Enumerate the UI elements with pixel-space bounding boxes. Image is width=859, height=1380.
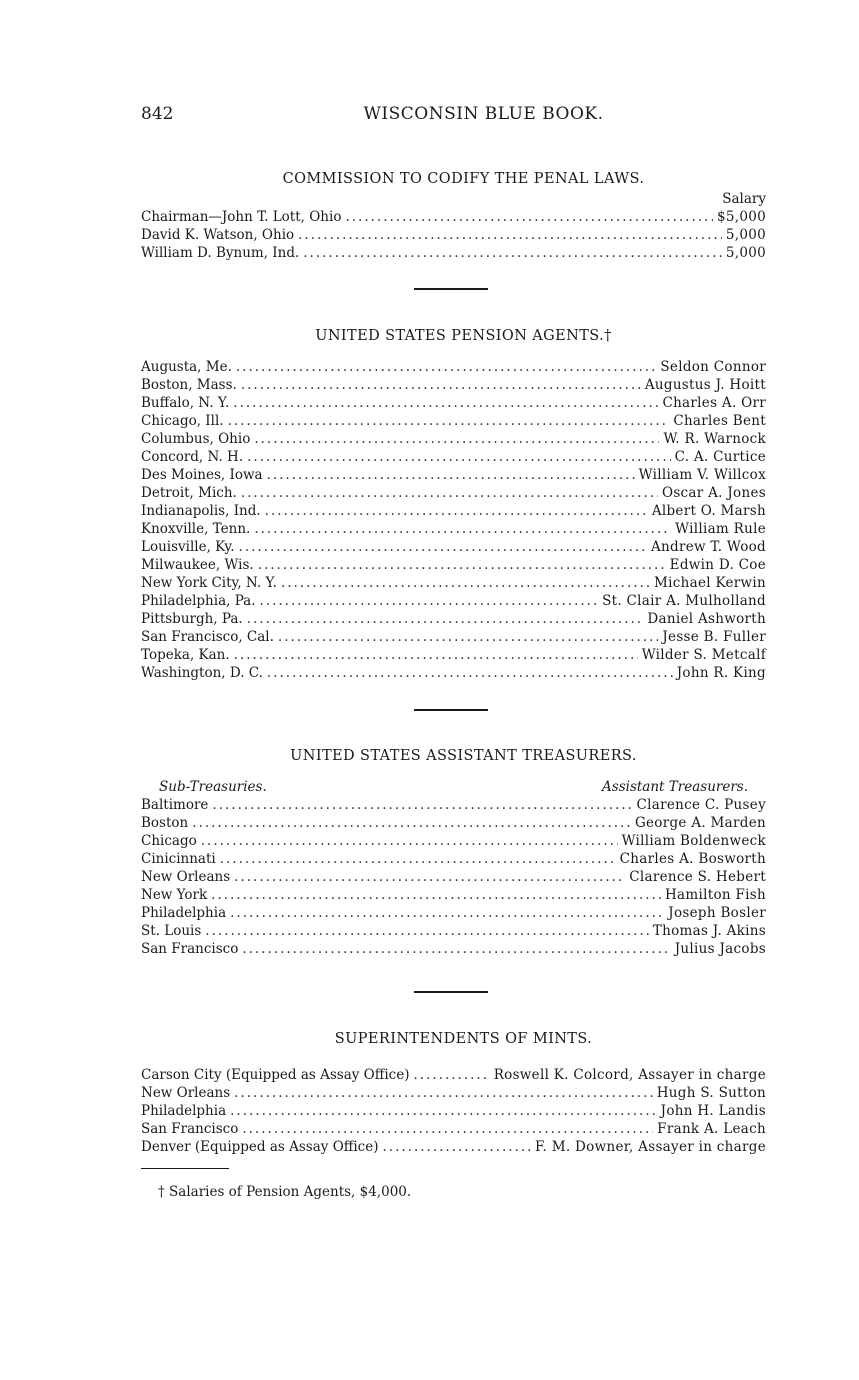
section-title: SUPERINTENDENTS OF MINTS.: [334, 1031, 593, 1047]
entry-label: Chicago: [141, 833, 197, 849]
list-item: [141, 1120, 766, 1138]
salary-column-heading: Salary: [722, 191, 766, 207]
section-divider: [414, 991, 488, 993]
entry-value: Edwin D. Coe: [669, 557, 766, 573]
list-item: [141, 610, 766, 628]
treasurers-list: [141, 796, 766, 958]
entry-value: Jesse B. Fuller: [662, 629, 766, 645]
entry-value: C. A. Curtice: [674, 449, 766, 465]
list-item: [141, 868, 766, 886]
entry-value: Thomas J. Akins: [652, 923, 766, 939]
list-item: [141, 358, 766, 376]
list-item: [141, 832, 766, 850]
leader-dots: [228, 412, 670, 430]
entry-value: John H. Landis: [660, 1103, 766, 1119]
entry-value: Charles Bent: [673, 413, 766, 429]
entry-label: Indianapolis, Ind.: [141, 503, 261, 519]
page-header: [141, 104, 766, 130]
leader-dots: [278, 628, 658, 646]
list-item: [141, 376, 766, 394]
section-title: UNITED STATES PENSION AGENTS.†: [315, 328, 612, 344]
leader-dots: [234, 646, 638, 664]
entry-value: Daniel Ashworth: [647, 611, 766, 627]
list-item: [141, 1066, 766, 1084]
list-item: [141, 208, 766, 226]
list-item: [141, 448, 766, 466]
commission-section: [141, 168, 766, 262]
entry-value: Clarence C. Pusey: [636, 797, 766, 813]
list-item: [141, 244, 766, 262]
entry-label: Boston, Mass.: [141, 377, 237, 393]
leader-dots: [230, 904, 664, 922]
entry-value: Hugh S. Sutton: [656, 1085, 766, 1101]
list-item: [141, 646, 766, 664]
entry-label: Louisville, Ky.: [141, 539, 235, 555]
leader-dots: [267, 466, 635, 484]
list-item: [141, 502, 766, 520]
sub-treasuries-heading: Sub-Treasuries.: [159, 779, 267, 795]
list-item: [141, 940, 766, 958]
mints-section: [141, 1028, 766, 1156]
entry-value: Charles A. Bosworth: [619, 851, 766, 867]
entry-label: Baltimore: [141, 797, 209, 813]
entry-label: San Francisco: [141, 941, 239, 957]
entry-label: Augusta, Me.: [141, 359, 232, 375]
entry-value: William Rule: [675, 521, 766, 537]
leader-dots: [234, 868, 625, 886]
section-divider: [414, 709, 488, 711]
list-item: [141, 850, 766, 868]
entry-value: Seldon Connor: [660, 359, 766, 375]
list-item: [141, 412, 766, 430]
list-item: [141, 814, 766, 832]
entry-label: Concord, N. H.: [141, 449, 244, 465]
list-item: [141, 664, 766, 682]
list-item: [141, 574, 766, 592]
leader-dots: [236, 358, 656, 376]
list-item: [141, 1084, 766, 1102]
entry-value: Oscar A. Jones: [661, 485, 766, 501]
entry-value: William V. Willcox: [638, 467, 766, 483]
entry-value: F. M. Downer, Assayer in charge: [534, 1139, 766, 1155]
treasurers-section: [141, 745, 766, 958]
entry-value: Andrew T. Wood: [650, 539, 766, 555]
entry-label: Philadelphia, Pa.: [141, 593, 256, 609]
entry-label: Knoxville, Tenn.: [141, 521, 251, 537]
entry-label: Chicago, Ill.: [141, 413, 224, 429]
leader-dots: [242, 1120, 653, 1138]
entry-label: Milwaukee, Wis.: [141, 557, 254, 573]
entry-value: $5,000: [716, 209, 766, 225]
commission-list: [141, 208, 766, 262]
entry-label: Topeka, Kan.: [141, 647, 230, 663]
list-item: [141, 904, 766, 922]
pension-agents-list: [141, 358, 766, 682]
entry-value: St. Clair A. Mulholland: [602, 593, 766, 609]
leader-dots: [201, 832, 618, 850]
entry-value: Frank A. Leach: [657, 1121, 766, 1137]
list-item: [141, 226, 766, 244]
list-item: [141, 886, 766, 904]
entry-label: William D. Bynum, Ind.: [141, 245, 300, 261]
entry-value: Augustus J. Hoitt: [644, 377, 766, 393]
section-divider: [414, 288, 488, 290]
leader-dots: [220, 850, 616, 868]
column-headings: [141, 778, 766, 796]
entry-value: Roswell K. Colcord, Assayer in charge: [493, 1067, 766, 1083]
pension-agents-section: [141, 325, 766, 682]
entry-value: Clarence S. Hebert: [629, 869, 766, 885]
entry-label: David K. Watson, Ohio: [141, 227, 295, 243]
leader-dots: [303, 244, 722, 262]
entry-label: New Orleans: [141, 869, 231, 885]
entry-label: Des Moines, Iowa: [141, 467, 263, 483]
entry-label: Cinicinnati: [141, 851, 216, 867]
entry-value: Michael Kerwin: [654, 575, 766, 591]
leader-dots: [281, 574, 650, 592]
leader-dots: [212, 796, 632, 814]
entry-value: Hamilton Fish: [664, 887, 766, 903]
leader-dots: [254, 520, 671, 538]
list-item: [141, 628, 766, 646]
leader-dots: [267, 664, 673, 682]
entry-label: Detroit, Mich.: [141, 485, 237, 501]
list-item: [141, 466, 766, 484]
leader-dots: [205, 922, 648, 940]
section-title: UNITED STATES ASSISTANT TREASURERS.: [290, 748, 637, 764]
entry-label: Buffalo, N. Y.: [141, 395, 230, 411]
leader-dots: [265, 502, 648, 520]
leader-dots: [234, 1084, 653, 1102]
running-title: WISCONSIN BLUE BOOK.: [363, 104, 604, 124]
list-item: [141, 394, 766, 412]
leader-dots: [247, 610, 644, 628]
entry-value: John R. King: [676, 665, 766, 681]
list-item: [141, 922, 766, 940]
entry-label: Denver (Equipped as Assay Office): [141, 1139, 379, 1155]
leader-dots: [241, 484, 658, 502]
leader-dots: [211, 886, 661, 904]
entry-label: Washington, D. C.: [141, 665, 263, 681]
entry-value: Albert O. Marsh: [651, 503, 766, 519]
list-item: [141, 430, 766, 448]
entry-value: Charles A. Orr: [662, 395, 766, 411]
entry-label: New York City, N. Y.: [141, 575, 277, 591]
leader-dots: [254, 430, 659, 448]
entry-label: Chairman—John T. Lott, Ohio: [141, 209, 342, 225]
entry-value: George A. Marden: [634, 815, 766, 831]
list-item: [141, 592, 766, 610]
leader-dots: [192, 814, 631, 832]
entry-label: Philadelphia: [141, 1103, 227, 1119]
entry-label: Pittsburgh, Pa.: [141, 611, 243, 627]
entry-value: Julius Jacobs: [674, 941, 766, 957]
list-item: [141, 520, 766, 538]
leader-dots: [382, 1138, 531, 1156]
list-item: [141, 796, 766, 814]
leader-dots: [241, 376, 641, 394]
list-item: [141, 1138, 766, 1156]
entry-value: Wilder S. Metcalf: [641, 647, 766, 663]
entry-label: Columbus, Ohio: [141, 431, 251, 447]
section-title: COMMISSION TO CODIFY THE PENAL LAWS.: [282, 171, 645, 187]
entry-label: San Francisco: [141, 1121, 239, 1137]
entry-value: 5,000: [725, 245, 766, 261]
entry-label: Carson City (Equipped as Assay Office): [141, 1067, 410, 1083]
leader-dots: [242, 940, 670, 958]
list-item: [141, 556, 766, 574]
leader-dots: [230, 1102, 657, 1120]
list-item: [141, 538, 766, 556]
leader-dots: [233, 394, 658, 412]
page-number: 842: [141, 104, 174, 124]
assistant-treasurers-heading: Assistant Treasurers.: [602, 779, 748, 795]
entry-label: San Francisco, Cal.: [141, 629, 274, 645]
mints-list: [141, 1066, 766, 1156]
leader-dots: [345, 208, 713, 226]
entry-label: Boston: [141, 815, 189, 831]
leader-dots: [413, 1066, 489, 1084]
list-item: [141, 484, 766, 502]
entry-value: W. R. Warnock: [663, 431, 766, 447]
entry-label: St. Louis: [141, 923, 202, 939]
entry-label: Philadelphia: [141, 905, 227, 921]
leader-dots: [258, 556, 666, 574]
footnote-rule: [141, 1168, 229, 1169]
entry-value: William Boldenweck: [621, 833, 766, 849]
footnote: † Salaries of Pension Agents, $4,000.: [158, 1184, 412, 1200]
entry-value: Joseph Bosler: [668, 905, 766, 921]
leader-dots: [260, 592, 599, 610]
entry-value: 5,000: [725, 227, 766, 243]
leader-dots: [298, 226, 722, 244]
leader-dots: [239, 538, 647, 556]
entry-label: New Orleans: [141, 1085, 231, 1101]
leader-dots: [247, 448, 670, 466]
entry-label: New York: [141, 887, 208, 903]
list-item: [141, 1102, 766, 1120]
